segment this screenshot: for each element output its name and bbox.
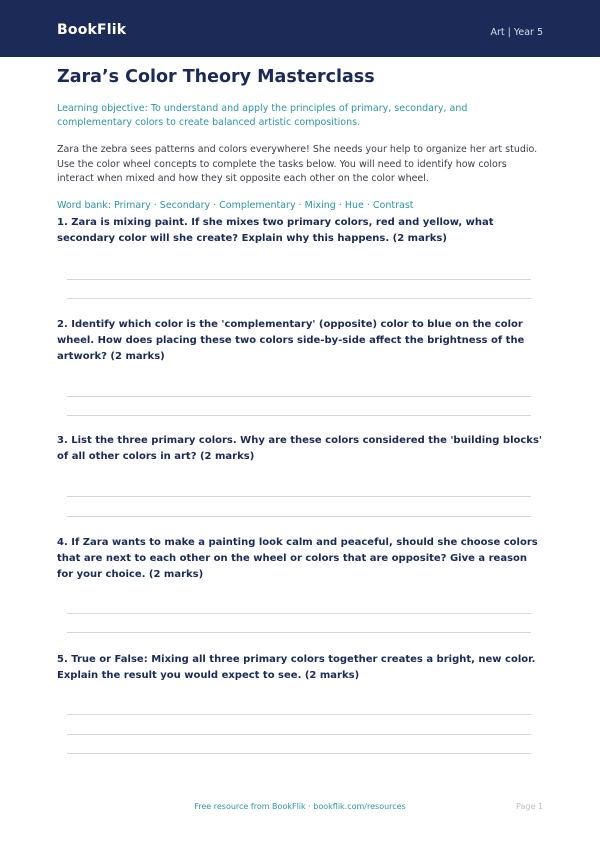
word-bank: Word bank: Primary · Secondary · Complementary · Mixing · Hue · Contrast xyxy=(57,199,414,211)
question-text: 3. List the three primary colors. Why are these colors considered the 'building blocks' of all other colors in art? (2 marks) xyxy=(57,435,542,462)
question-5 xyxy=(57,652,543,684)
brand-logo[interactable]: BookFlik xyxy=(57,22,127,38)
answer-line[interactable] xyxy=(67,415,531,416)
answer-line[interactable] xyxy=(67,734,531,735)
question-1 xyxy=(57,215,543,247)
question-text: 4. If Zara wants to make a painting look calm and peaceful, should she choose colors that are next to each other on the wheel or colors that are opposite? Give a reason for your choice. (2 marks) xyxy=(57,537,538,580)
answer-line[interactable] xyxy=(67,714,531,715)
answer-line[interactable] xyxy=(67,298,531,299)
page-number: Page 1 xyxy=(516,802,543,811)
header-bar xyxy=(0,0,600,57)
question-2 xyxy=(57,317,543,365)
worksheet-intro xyxy=(57,66,543,213)
learning-objective: Learning objective: To understand and apply the principles of primary, secondary, and complementary colors to create balanced artistic compositions. xyxy=(57,103,468,128)
question-text: 2. Identify which color is the 'complementary' (opposite) color to blue on the color wheel. How does placing these two colors side-by-side affect the brightness of the artwork? (2 marks) xyxy=(57,319,525,362)
answer-line[interactable] xyxy=(67,613,531,614)
intro-paragraph: Zara the zebra sees patterns and colors everywhere! She needs your help to organize her art studio. Use the color wheel concepts to complete the tasks below. You will need to identify how colors interact when mixed and how they sit opposite each other on the color wheel. xyxy=(57,144,538,184)
footer-credit[interactable]: Free resource from BookFlik · bookflik.com/resources xyxy=(194,802,406,811)
answer-line[interactable] xyxy=(67,632,531,633)
question-3 xyxy=(57,433,543,465)
answer-line[interactable] xyxy=(67,496,531,497)
question-text: 5. True or False: Mixing all three primary colors together creates a bright, new color. Explain the result you would expect to see. (2 marks) xyxy=(57,654,536,681)
question-text: 1. Zara is mixing paint. If she mixes two primary colors, red and yellow, what secondary color will she create? Explain why this happens. (2 marks) xyxy=(57,217,494,244)
answer-line[interactable] xyxy=(67,279,531,280)
answer-line[interactable] xyxy=(67,396,531,397)
question-4 xyxy=(57,535,543,583)
subject-year-label: Art | Year 5 xyxy=(490,27,543,38)
answer-line[interactable] xyxy=(67,516,531,517)
page-title: Zara’s Color Theory Masterclass xyxy=(57,67,375,87)
answer-line[interactable] xyxy=(67,753,531,754)
